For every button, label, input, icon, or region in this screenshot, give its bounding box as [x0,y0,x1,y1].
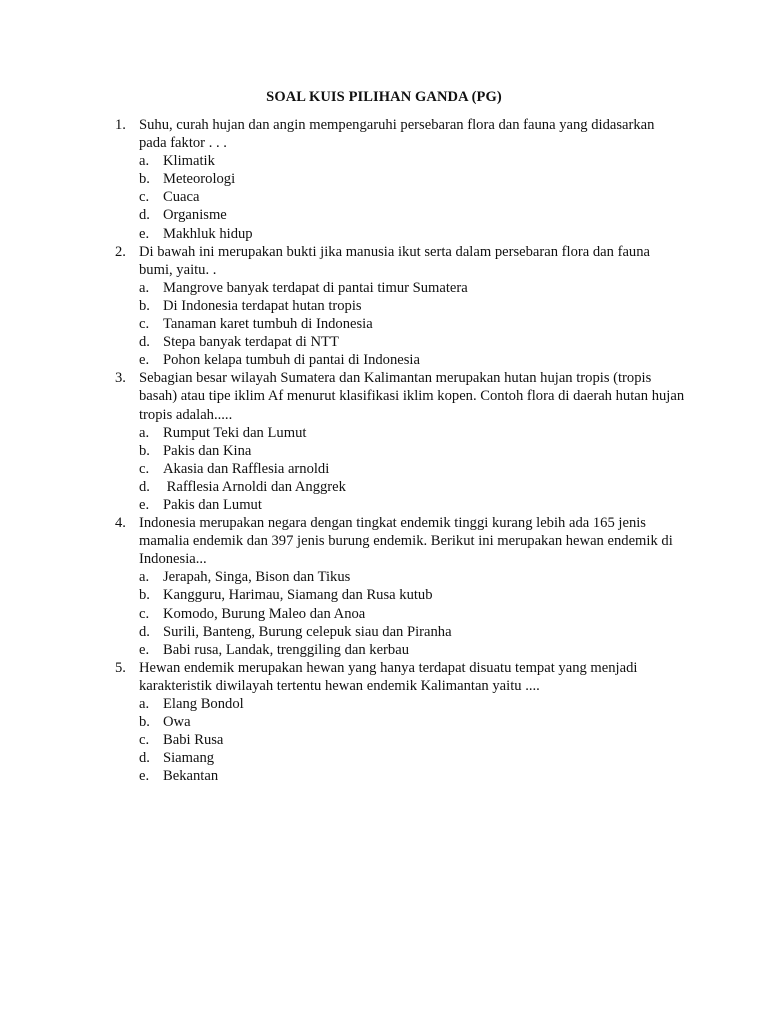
answer-option [139,170,685,188]
option-letter: c. [139,732,150,749]
question-item [115,116,685,243]
option-text: Kangguru, Harimau, Siamang dan Rusa kutub [163,587,433,604]
option-letter: d. [139,478,150,495]
option-letter: d. [139,623,150,640]
option-text: Babi rusa, Landak, trenggiling dan kerbau [163,641,409,658]
option-text: Babi Rusa [163,732,224,749]
option-text: Rumput Teki dan Lumut [163,424,307,441]
option-text: Di Indonesia terdapat hutan tropis [163,297,362,314]
option-text: Rafflesia Arnoldi dan Anggrek [163,478,346,495]
option-letter: e. [139,496,150,513]
option-text: Organisme [163,207,227,224]
question-number: 4. [115,515,126,532]
option-letter: e. [139,352,150,369]
option-letter: d. [139,750,150,767]
question-number: 3. [115,370,126,387]
option-list [139,695,685,785]
option-letter: c. [139,460,150,477]
option-letter: c. [139,605,150,622]
option-letter: d. [139,334,150,351]
option-letter: a. [139,569,150,586]
option-letter: a. [139,153,150,170]
answer-option [139,641,685,659]
question-text: Hewan endemik merupakan hewan yang hanya terdapat disuatu tempat yang menjadi karakteristik diwilayah tertentu hewan endemik Kalimantan yaitu .... [139,659,638,694]
answer-option [139,460,685,478]
option-letter: e. [139,768,150,785]
option-text: Stepa banyak terdapat di NTT [163,334,339,351]
option-letter: e. [139,641,150,658]
option-list [139,424,685,514]
option-letter: a. [139,279,150,296]
option-letter: b. [139,587,150,604]
answer-option [139,442,685,460]
question-text: Indonesia merupakan negara dengan tingkat endemik tinggi kurang lebih ada 165 jenis mamalia endemik dan 397 jenis burung endemik. Berikut ini merupakan hewan endemik di Indonesia... [139,515,673,568]
page-title: SOAL KUIS PILIHAN GANDA (PG) [266,89,502,105]
option-letter: a. [139,424,150,441]
option-letter: c. [139,189,150,206]
answer-option [139,749,685,767]
option-text: Bekantan [163,768,219,785]
answer-option [139,605,685,623]
answer-option [139,478,685,496]
answer-option [139,731,685,749]
answer-option [139,695,685,713]
answer-option [139,424,685,442]
option-text: Surili, Banteng, Burung celepuk siau dan Piranha [163,623,452,640]
answer-option [139,206,685,224]
question-number: 5. [115,659,126,676]
option-list [139,279,685,369]
answer-option [139,623,685,641]
option-text: Akasia dan Rafflesia arnoldi [163,460,330,477]
question-text: Sebagian besar wilayah Sumatera dan Kalimantan merupakan hutan hujan tropis (tropis basah) atau tipe iklim Af menurut klasifikasi iklim kopen. Contoh flora di daerah hutan hujan tropis adalah..... [139,370,685,423]
answer-option [139,713,685,731]
option-letter: b. [139,714,150,731]
option-text: Jerapah, Singa, Bison dan Tikus [163,569,351,586]
question-item [115,243,685,370]
answer-option [139,297,685,315]
option-text: Elang Bondol [163,696,244,712]
answer-option [139,767,685,785]
answer-option [139,315,685,333]
question-item [115,369,685,514]
option-text: Klimatik [163,153,215,170]
question-item [115,514,685,659]
option-letter: c. [139,316,150,333]
option-letter: d. [139,207,150,224]
answer-option [139,225,685,243]
option-text: Pakis dan Lumut [163,496,262,513]
option-letter: b. [139,297,150,314]
answer-option [139,188,685,206]
question-text: Suhu, curah hujan dan angin mempengaruhi persebaran flora dan fauna yang didasarkan pada faktor . . . [139,117,655,152]
option-letter: a. [139,696,150,712]
option-letter: e. [139,225,150,242]
answer-option [139,568,685,586]
option-text: Komodo, Burung Maleo dan Anoa [163,605,366,622]
option-list [139,152,685,242]
answer-option [139,333,685,351]
option-text: Mangrove banyak terdapat di pantai timur Sumatera [163,279,468,296]
question-text: Di bawah ini merupakan bukti jika manusia ikut serta dalam persebaran flora dan fauna bumi, yaitu. . [139,243,651,278]
option-text: Tanaman karet tumbuh di Indonesia [163,316,373,333]
option-letter: b. [139,442,150,459]
question-number: 1. [115,117,126,133]
option-text: Pohon kelapa tumbuh di pantai di Indonesia [163,352,420,369]
answer-option [139,496,685,514]
option-text: Siamang [163,750,215,767]
question-item [115,659,685,786]
question-list [115,116,685,785]
option-text: Owa [163,714,191,731]
question-number: 2. [115,243,126,260]
answer-option [139,351,685,369]
answer-option [139,152,685,170]
option-text: Meteorologi [163,171,236,188]
option-text: Makhluk hidup [163,225,253,242]
answer-option [139,279,685,297]
option-text: Cuaca [163,189,200,206]
option-text: Pakis dan Kina [163,442,252,459]
option-list [139,568,685,658]
option-letter: b. [139,171,150,188]
answer-option [139,586,685,604]
